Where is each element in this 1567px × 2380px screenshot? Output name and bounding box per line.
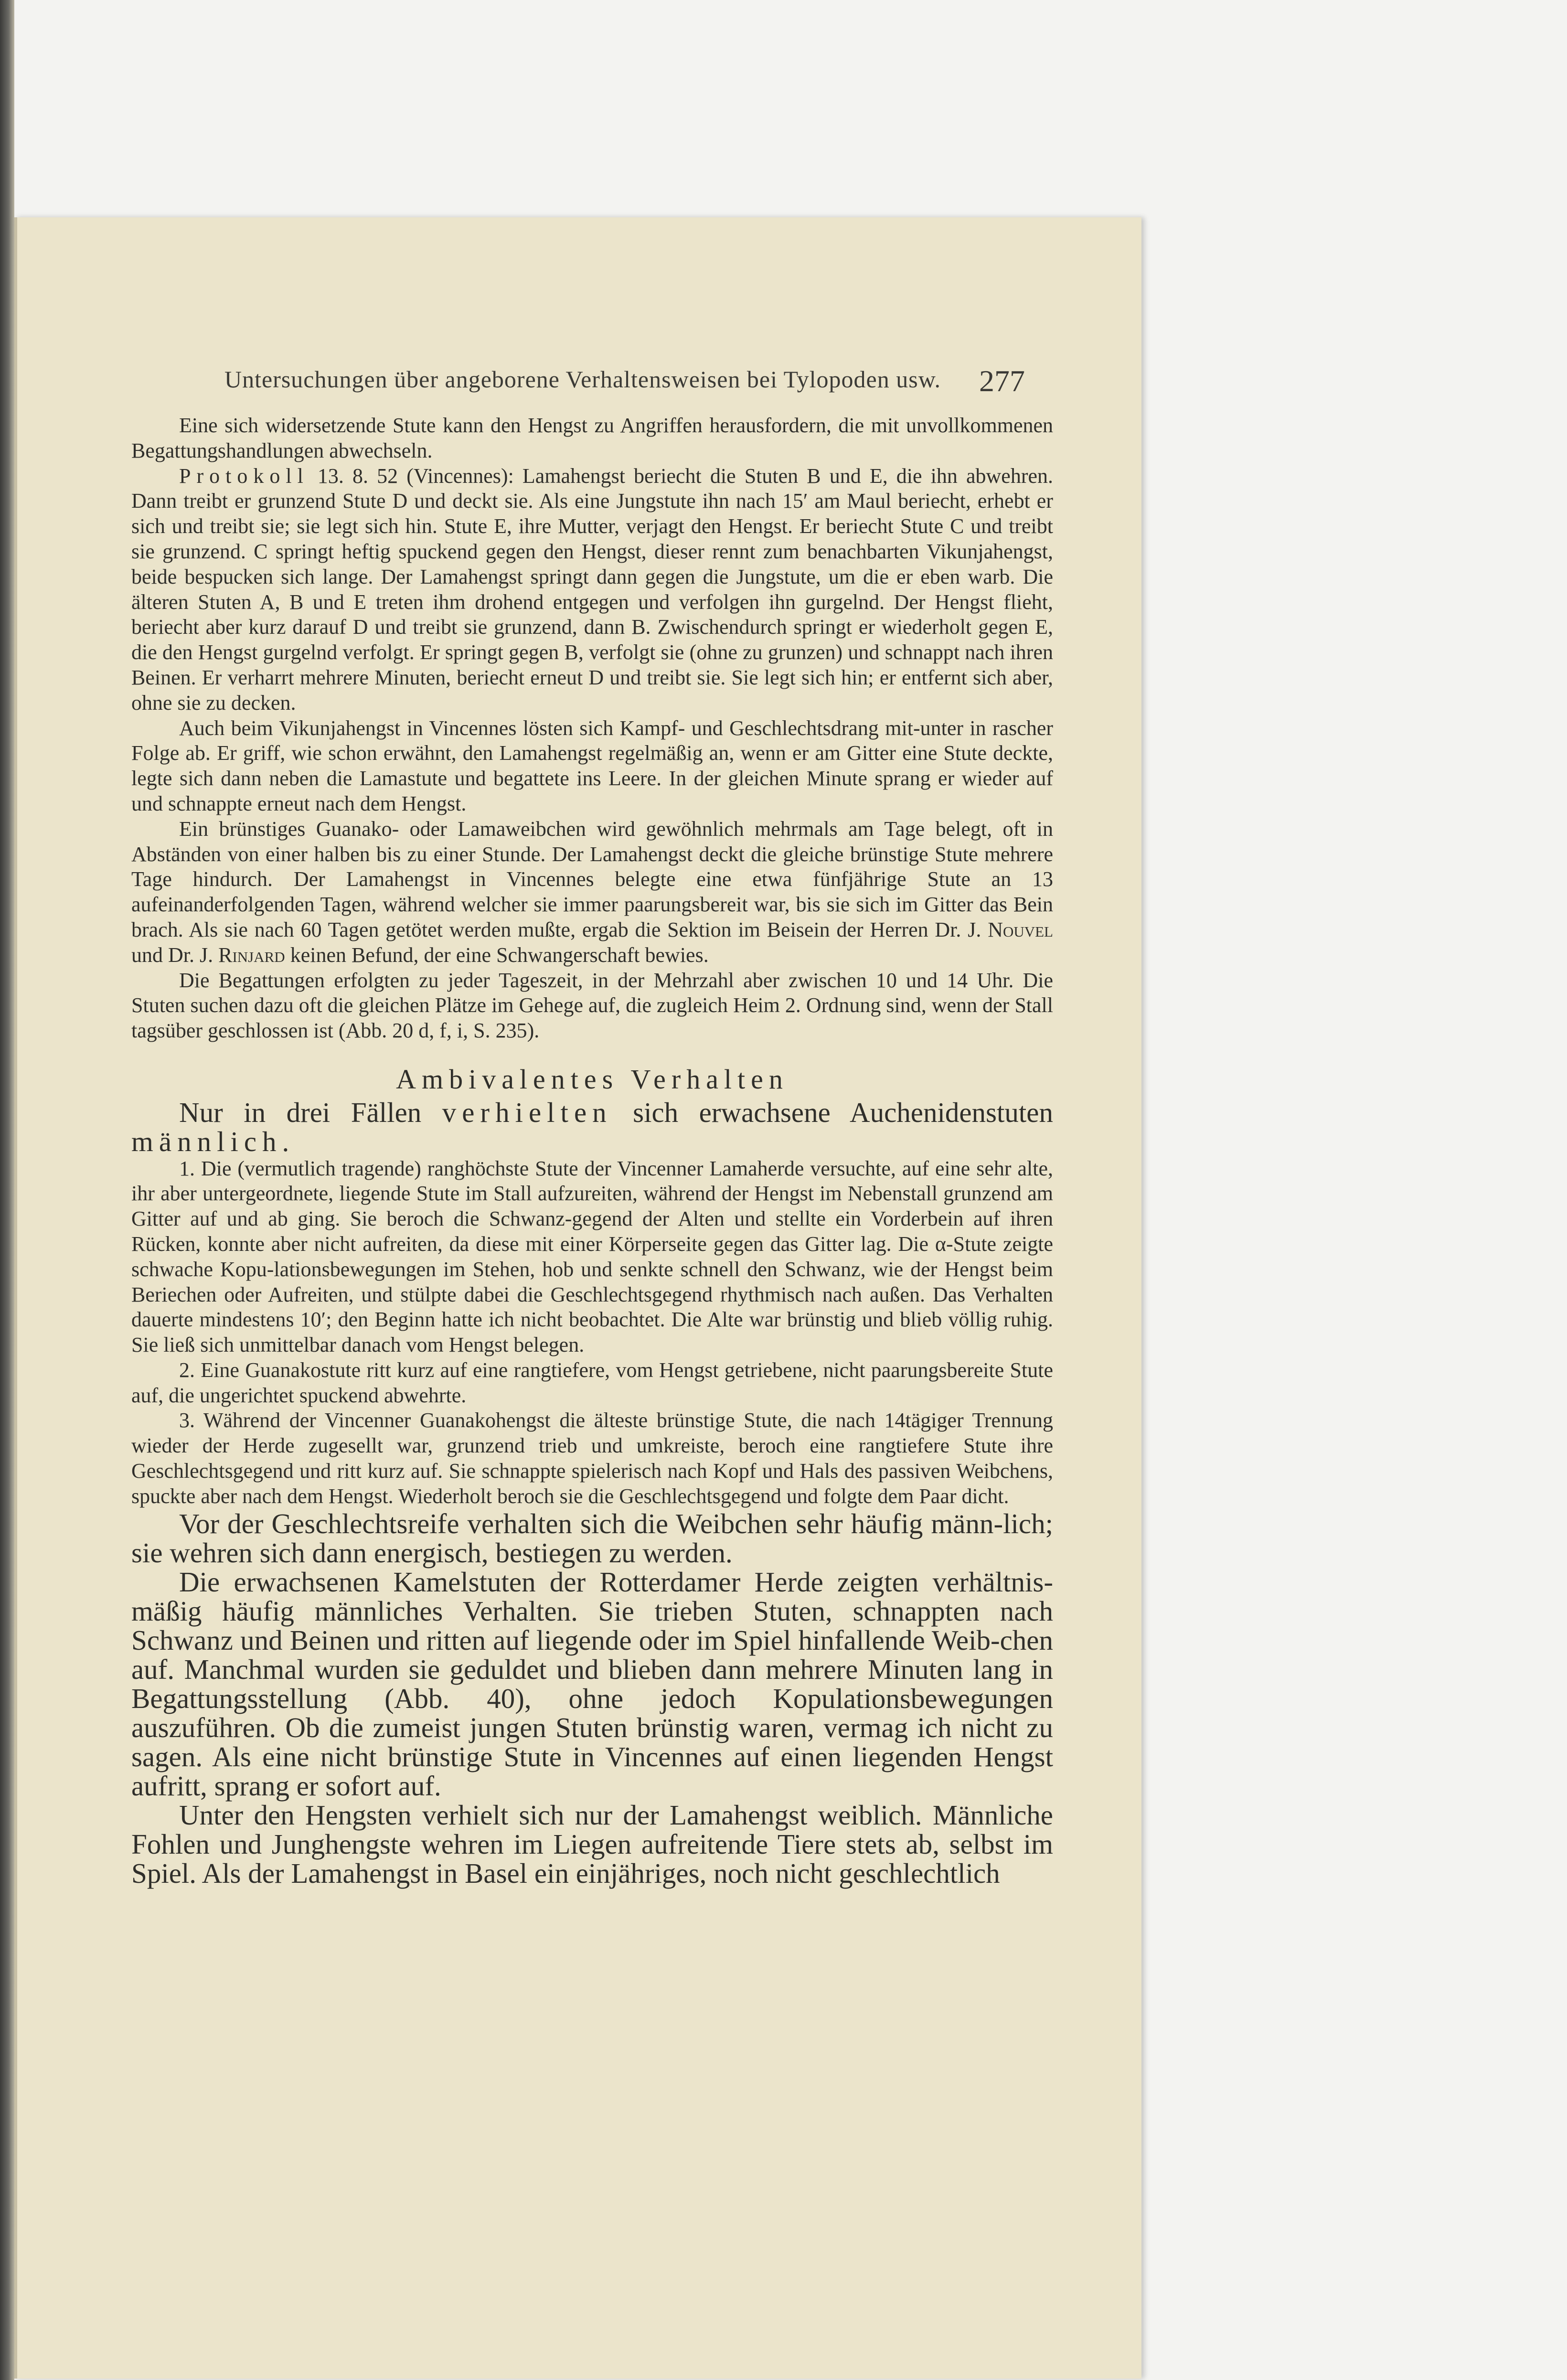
author-name: Rinjard xyxy=(218,943,285,967)
paragraph xyxy=(131,817,1053,968)
text-run: keinen Befund, der eine Schwangerschaft bewies. xyxy=(285,943,709,967)
text-run: Ein brünstiges Guanako- oder Lamaweibchen wird gewöhnlich mehrmals am Tage belegt, oft in Abständen von einer halben bis zu einer Stunde. Der Lamahengst deckt die gleiche brünstige Stute mehrere Tage hindurch. Der Lamahengst in Vincennes belegte eine etwa fünfjährige Stute an 13 aufeinanderfolgenden Tagen, während welcher sie immer paarungsbereit war, bis sie sich im Gitter das Bein brach. Als sie nach 60 Tagen getötet werden mußte, ergab die Sektion im Beisein der Herren Dr. J. xyxy=(131,817,1053,941)
page-text xyxy=(131,413,1053,1888)
paragraph-large: Vor der Geschlechtsreife verhalten sich die Weibchen sehr häufig männ-lich; sie wehren sich dann energisch, bestiegen zu werden. xyxy=(131,1507,1053,1569)
paragraph: Eine sich widersetzende Stute kann den Hengst zu Angriffen herausfordern, die mit unvollkommenen Begattungshandlungen abwechseln. xyxy=(131,414,1053,462)
emphasis: verhielten xyxy=(442,1096,612,1128)
numbered-case: 3. Während der Vincenner Guanakohengst die älteste brünstige Stute, die nach 14tägiger Trennung wieder der Herde zugesellt war, grunzend trieb und umkreiste, beroch eine rangtiefere Stute ihre Geschlechtsgegend und ritt kurz auf. Sie schnappte spielerisch nach Kopf und Hals des passiven Weibchens, spuckte aber nach dem Hengst. Wiederholt beroch sie die Geschlechtsgegend und folgte dem Paar dicht. xyxy=(131,1409,1053,1508)
page-edge xyxy=(14,217,17,2379)
book-spine xyxy=(0,0,14,2380)
numbered-case: 1. Die (vermutlich tragende) ranghöchste Stute der Vincenner Lamaherde versuchte, auf eine sehr alte, ihr aber untergeordnete, liegende Stute im Stall aufzureiten, während der Hengst im Nebenstall grunzend am Gitter auf und ab ging. Sie beroch die Schwanz-gegend der Alten und stellte ein Vorderbein auf ihren Rücken, konnte aber nicht aufreiten, da diese mit einer Körperseite gegen das Gitter lag. Die α-Stute zeigte schwache Kopu-lationsbewegungen im Stehen, hob und senkte schnell den Schwanz, wie der Hengst beim Beriechen oder Aufreiten, und stülpte dabei die Geschlechtsgegend rhythmisch nach außen. Das Verhalten dauerte mindestens 10′; den Beginn hatte ich nicht beobachtet. Die Alte war brünstig und blieb völlig ruhig. Sie ließ sich unmittelbar danach vom Hengst belegen. xyxy=(131,1156,1053,1357)
protocol-paragraph xyxy=(131,464,1053,716)
paragraph: Auch beim Vikunjahengst in Vincennes lösten sich Kampf- und Geschlechtsdrang mit-unter in rascher Folge ab. Er griff, wie schon erwähnt, den Lamahengst regelmäßig an, wenn er am Gitter eine Stute deckte, legte sich dann neben die Lamastute und begattete ins Leere. In der gleichen Minute sprang er wieder auf und schnappte erneut nach dem Hengst. xyxy=(131,716,1053,815)
book-page xyxy=(14,217,1141,2379)
paragraph-large: Die erwachsenen Kamelstuten der Rotterdamer Herde zeigten verhältnis-mäßig häufig männliches Verhalten. Sie trieben Stuten, schnappten nach Schwanz und Beinen und ritten auf liegende oder im Spiel hinfallende Weib-chen auf. Manchmal wurden sie geduldet und blieben dann mehrere Minuten lang in Begattungsstellung (Abb. 40), ohne jedoch Kopulationsbewegungen auszuführen. Ob die zumeist jungen Stuten brünstig waren, vermag ich nicht zu sagen. Als eine nicht brünstige Stute in Vincennes auf einen liegenden Hengst aufritt, sprang er sofort auf. xyxy=(131,1566,1053,1802)
paragraph-large xyxy=(131,1098,1053,1156)
protocol-label: Protokoll xyxy=(179,464,309,488)
text-run: sich erwachsene Auchenidenstuten xyxy=(612,1096,1053,1128)
numbered-case: 2. Eine Guanakostute ritt kurz auf eine rangtiefere, vom Hengst getriebene, nicht paarungsbereite Stute auf, die ungerichtet spuckend abwehrte. xyxy=(131,1358,1053,1407)
protocol-text: 13. 8. 52 (Vincennes): Lamahengst beriecht die Stuten B und E, die ihn abwehren. Dann treibt er grunzend Stute D und deckt sie. Als eine Jungstute ihn nach 15′ am Maul beriecht, erhebt er sich und treibt sie; sie legt sich hin. Stute E, ihre Mutter, verjagt den Hengst. Er beriecht Stute C und treibt sie grunzend. C springt heftig spuckend gegen den Hengst, dieser rennt zum benachbarten Vikunjahengst, beide bespucken sich lange. Der Lamahengst springt dann gegen die Jungstute, um die er eben warb. Die älteren Stuten A, B und E treten ihm drohend entgegen und verfolgen ihn gurgelnd. Der Hengst flieht, beriecht aber kurz darauf D und treibt sie grunzend, dann B. Zwischendurch springt er wiederholt gegen E, die den Hengst gurgelnd verfolgt. Er springt gegen B, verfolgt sie (ohne zu grunzen) und schnappt nach ihren Beinen. Er verharrt mehrere Minuten, beriecht erneut D und treibt sie. Sie legt sich hin; er entfernt sich aber, ohne sie zu decken. xyxy=(131,464,1053,715)
emphasis: männlich. xyxy=(131,1125,295,1157)
paragraph-large: Unter den Hengsten verhielt sich nur der Lamahengst weiblich. Männliche Fohlen und Junghengste wehren im Liegen aufreitende Tiere stets ab, selbst im Spiel. Als der Lamahengst in Basel ein einjähriges, noch nicht geschlechtlich xyxy=(131,1799,1053,1889)
author-name: Nouvel xyxy=(988,918,1053,941)
page-number: 277 xyxy=(979,364,1025,398)
paragraph: Die Begattungen erfolgten zu jeder Tageszeit, in der Mehrzahl aber zwischen 10 und 14 Uhr. Die Stuten suchen dazu oft die gleichen Plätze im Gehege auf, die zugleich Heim 2. Ordnung sind, wenn der Stall tagsüber geschlossen ist (Abb. 20 d, f, i, S. 235). xyxy=(131,968,1053,1043)
section-heading: Ambivalentes Verhalten xyxy=(396,1063,789,1095)
text-run: und Dr. J. xyxy=(131,943,219,967)
text-run: Nur in drei Fällen xyxy=(179,1096,442,1128)
running-title: Untersuchungen über angeborene Verhaltensweisen bei Tylopoden usw. xyxy=(224,366,941,393)
